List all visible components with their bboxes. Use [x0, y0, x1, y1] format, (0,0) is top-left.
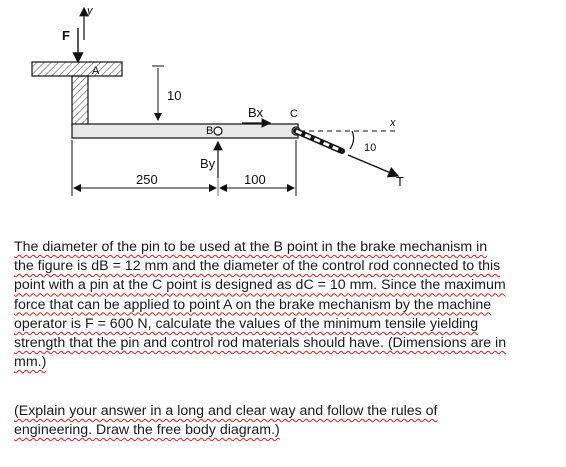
pin-c-label: C [290, 108, 298, 120]
dim-10-vertical-label: 10 [167, 88, 182, 103]
brake-mechanism-diagram [0, 0, 566, 200]
angle-label: 10 [364, 142, 377, 154]
tension-t-arrow [348, 155, 398, 176]
force-f-label: F [62, 28, 70, 43]
instruction-note [14, 402, 554, 440]
question-line: operator is F = 600 N, calculate the values of the minimum tensile yielding [14, 315, 479, 332]
by-label: By [200, 156, 216, 171]
pedal-plate [32, 62, 122, 76]
point-a-label: A [92, 65, 100, 77]
angle-arc [350, 131, 354, 149]
note-line: engineering. Draw the free body diagram.) [14, 422, 280, 439]
x-axis-label: x [390, 117, 396, 129]
pin-b-label: B [206, 125, 214, 137]
question-line: force that can be applied to point A on the brake mechanism by the machine [14, 296, 492, 313]
pin-b [214, 127, 222, 135]
y-axis-label: y [87, 5, 93, 17]
tension-t-label: T [396, 174, 404, 189]
bx-label: Bx [248, 105, 264, 120]
note-line: (Explain your answer in a long and clear way and follow the rules of [14, 403, 438, 419]
question-line: the figure is dB = 12 mm and the diameter of the control rod connected to this [14, 258, 501, 275]
dim-250-label: 250 [136, 172, 158, 187]
question-paragraph [14, 238, 554, 372]
question-line: point with a pin at the C point is designed as dC = 10 mm. Since the maximum [14, 277, 506, 294]
question-line: The diameter of the pin to be used at the B point in the brake mechanism in [14, 239, 488, 255]
lever-stem [72, 76, 88, 126]
lever-arm [72, 124, 298, 138]
dim-100-label: 100 [244, 172, 266, 187]
question-line: mm.) [14, 354, 47, 371]
question-line: strength that the pin and control rod materials should have. (Dimensions are in [14, 335, 507, 352]
